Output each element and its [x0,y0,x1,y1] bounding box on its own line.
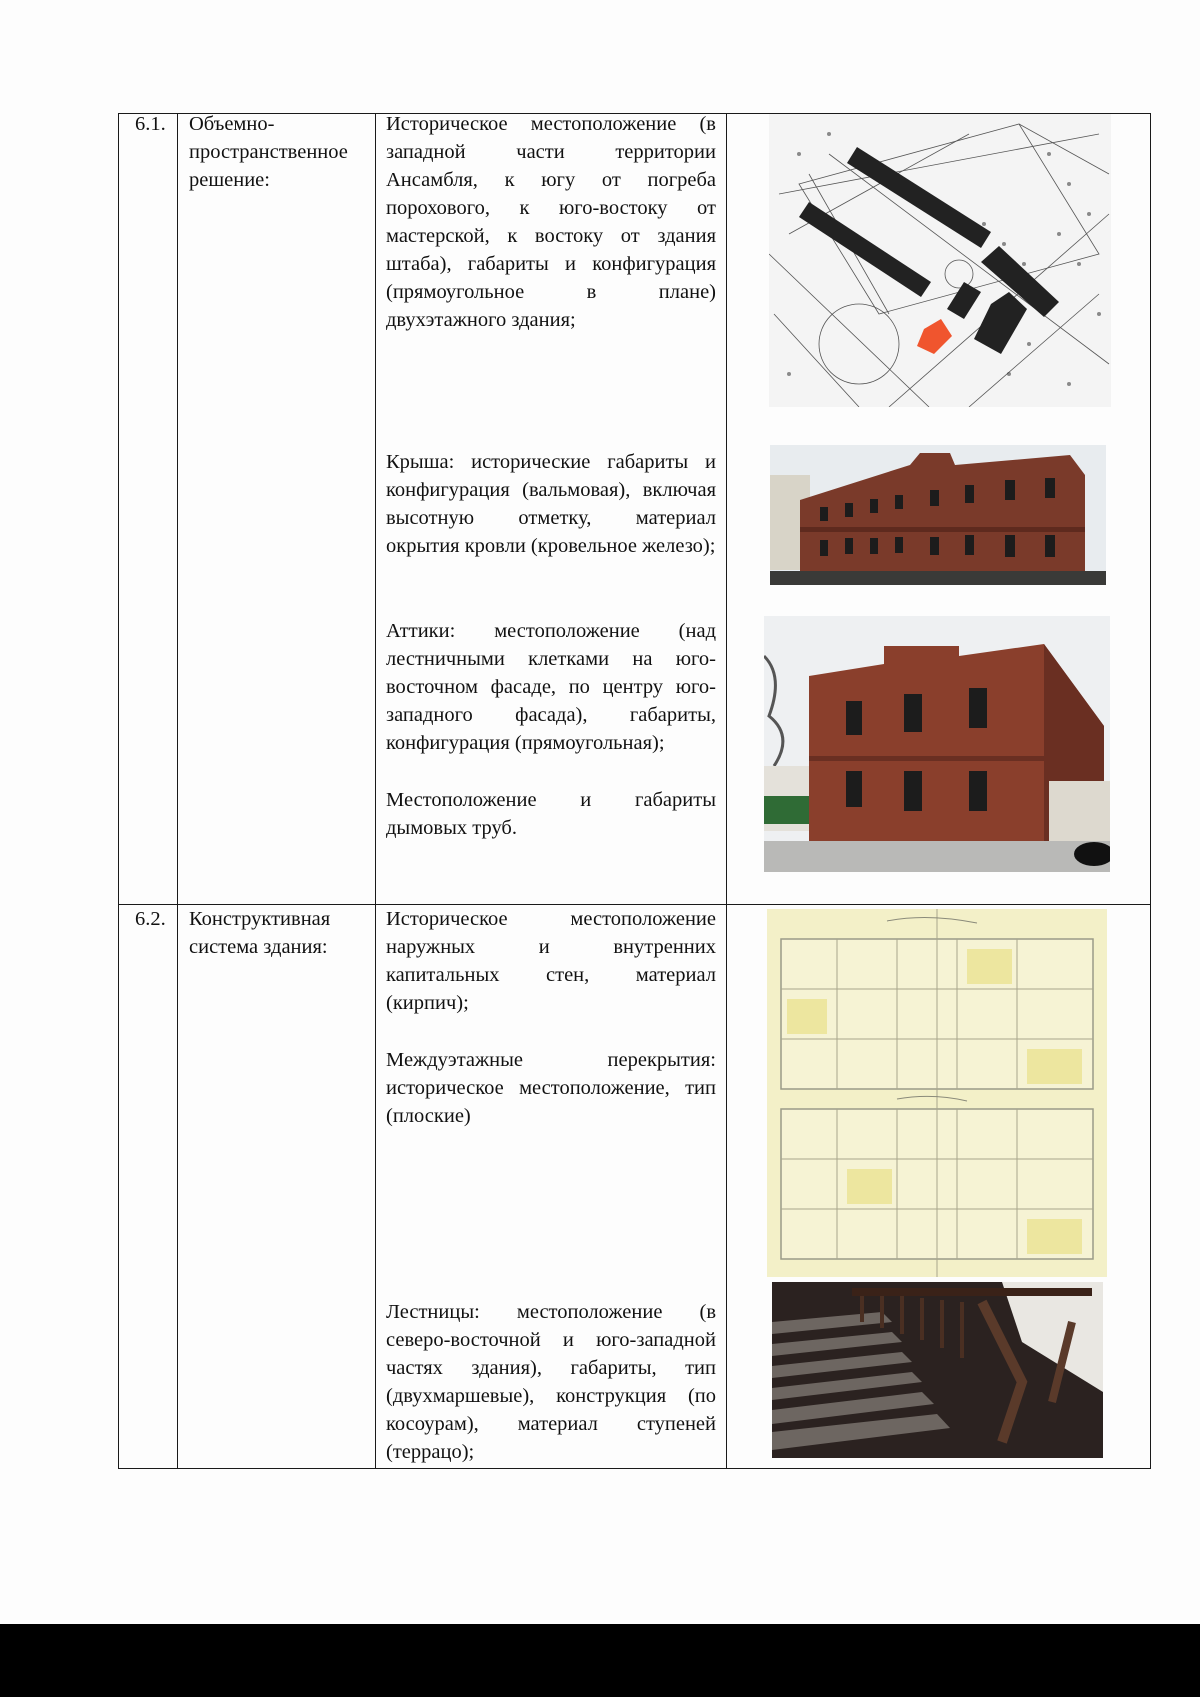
row-number: 6.2. [135,908,166,930]
description-paragraph: Крыша: исторические габариты и конфигурация (вальмовая), включая высотную отметку, материал окрытия кровли (кровельное железо); [386,451,716,557]
description-paragraph: Междуэтажные перекрытия: историческое местоположение, тип (плоские) [386,1049,716,1127]
building-roof-photo [770,445,1106,585]
description-paragraph: Историческое местоположение (в западной части территории Ансамбля, к югу от погреба порохового, к юго-востоку от мастерской, к востоку от здания штаба), габариты и конфигурация (прямоугольное в плане) двухэтажного здания; [386,113,716,331]
historic-floor-plan-image [767,909,1107,1277]
row-number: 6.1. [135,113,166,135]
column-divider [726,114,727,1468]
site-plan-image [769,114,1111,407]
description-paragraph: Лестницы: местоположение (в северо-восточной и юго-западной частях здания), габариты, тип (двухмаршевые), конструкция (по косоурам), материал ступеней (террацо); [386,1301,716,1463]
column-divider [375,114,376,1468]
row-title: Объемно-пространственное решение: [189,113,348,191]
column-divider [177,114,178,1468]
row-title: Конструктивная система здания: [189,908,331,958]
building-corner-photo [764,616,1110,872]
staircase-photo [772,1282,1103,1458]
description-paragraph: Местоположение и габариты дымовых труб. [386,789,716,839]
scan-border [0,1624,1200,1697]
description-paragraph: Историческое местоположение наружных и внутренних капитальных стен, материал (кирпич); [386,908,716,1014]
description-paragraph: Аттики: местоположение (над лестничными клетками на юго-восточном фасаде, по центру юго-западного фасада), габариты, конфигурация (прямоугольная); [386,620,716,754]
heritage-table [118,113,1151,1469]
